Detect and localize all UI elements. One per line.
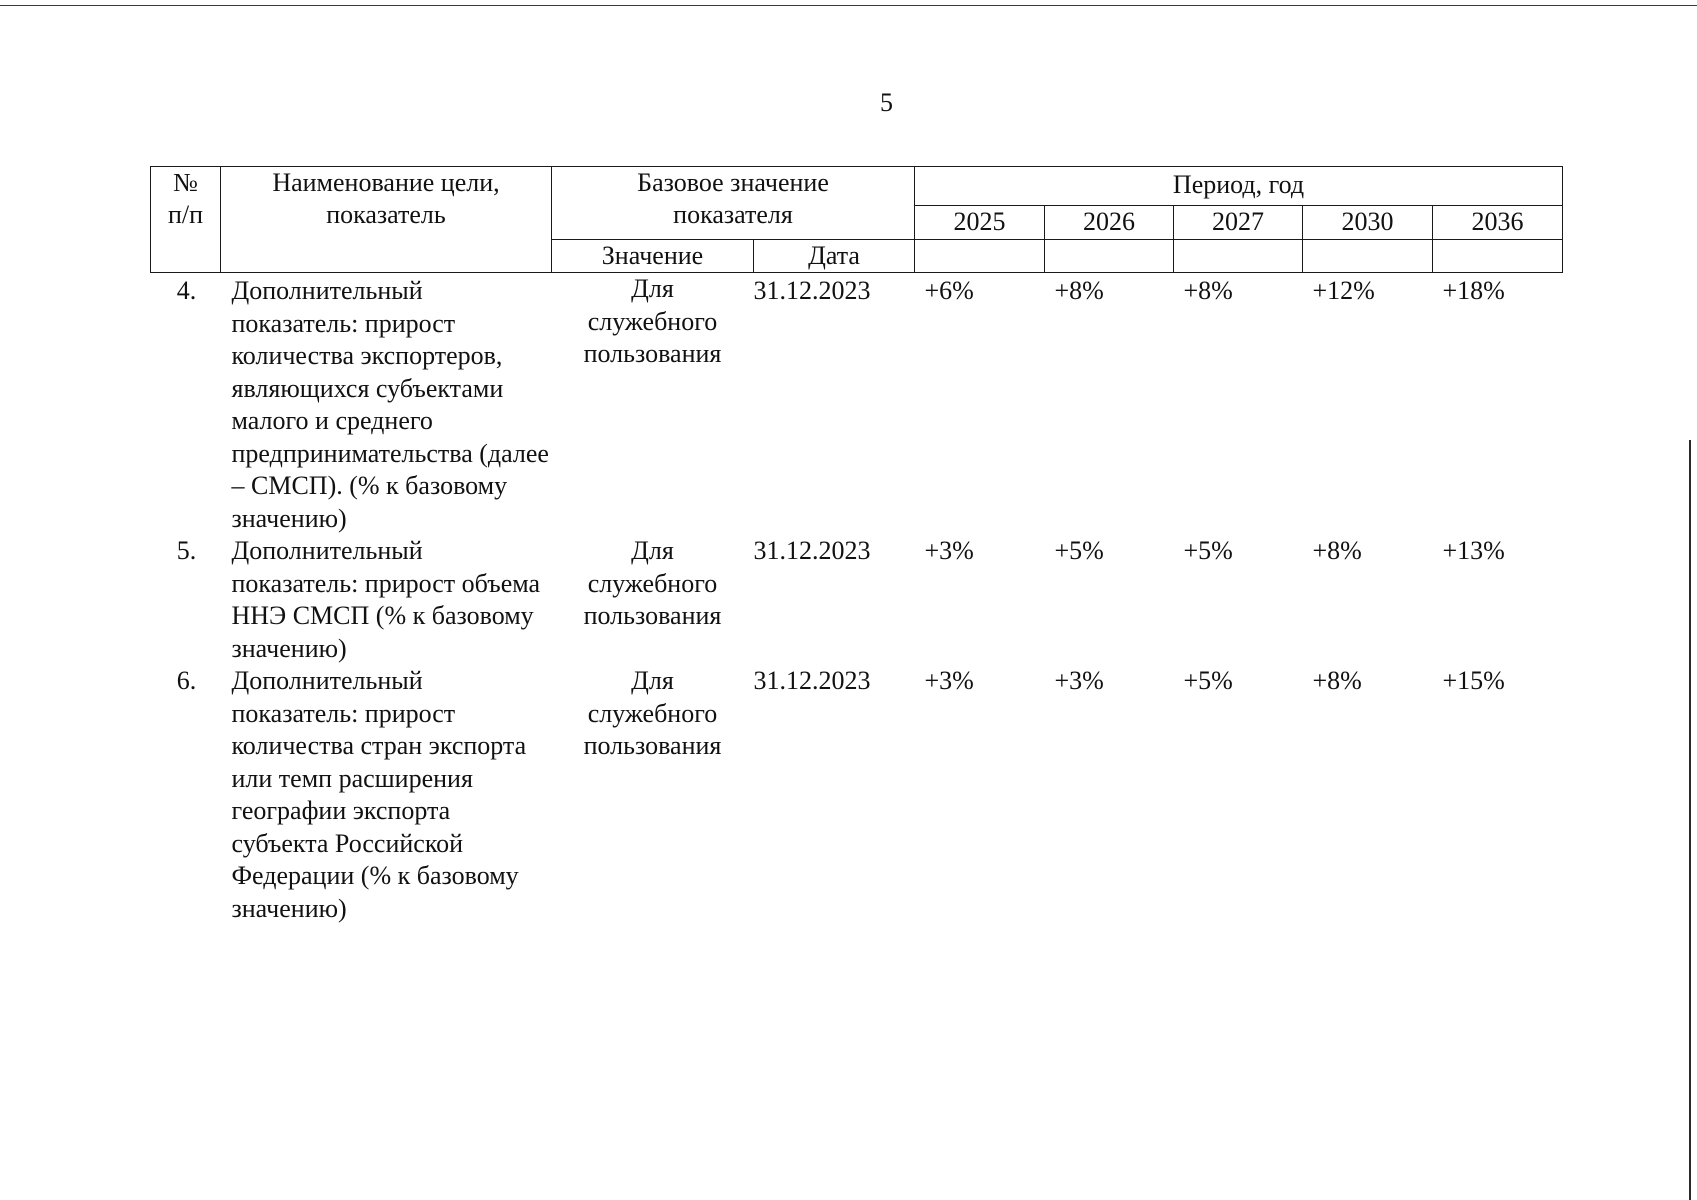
row-period-2030: +8% xyxy=(1312,666,1362,695)
header-year-2027: 2027 xyxy=(1174,206,1303,240)
header-year-2026: 2026 xyxy=(1045,206,1174,240)
row-period-2027: +8% xyxy=(1183,276,1233,305)
page-number: 5 xyxy=(880,88,893,117)
row-period-2026: +5% xyxy=(1054,536,1104,565)
row-date: 31.12.2023 xyxy=(753,666,871,695)
row-value: Для служебного пользования xyxy=(583,536,722,630)
row-period-2026: +8% xyxy=(1054,276,1104,305)
row-date: 31.12.2023 xyxy=(753,276,871,305)
scan-top-rule xyxy=(0,5,1697,6)
table-row xyxy=(151,665,1563,925)
header-year-2025: 2025 xyxy=(915,206,1045,240)
header-year-2036: 2036 xyxy=(1433,206,1563,240)
header-base-value: Значение xyxy=(552,239,754,273)
row-name: Дополнительный показатель: прирост объема ННЭ СМСП (% к базовому значению) xyxy=(231,536,541,663)
header-num: № п/п xyxy=(151,167,221,273)
header-year-2030-cont xyxy=(1303,239,1433,273)
header-base-date: Дата xyxy=(754,239,915,273)
row-period-2026: +3% xyxy=(1054,666,1104,695)
row-num: 6. xyxy=(176,666,197,695)
row-period-2030: +8% xyxy=(1312,536,1362,565)
row-period-2027: +5% xyxy=(1183,536,1233,565)
row-value: Для служебного пользования xyxy=(583,274,722,368)
header-year-2027-cont xyxy=(1174,239,1303,273)
indicators-table xyxy=(150,166,1563,925)
header-period: Период, год xyxy=(915,167,1563,206)
table-row xyxy=(151,273,1563,536)
header-year-2025-cont xyxy=(915,239,1045,273)
header-year-2026-cont xyxy=(1045,239,1174,273)
row-num: 4. xyxy=(176,276,197,305)
header-year-2036-cont xyxy=(1433,239,1563,273)
row-name: Дополнительный показатель: прирост количества стран экспорта или темп расширения географии экспорта субъекта Российской Федерации (% к базовому значению) xyxy=(231,666,527,923)
row-date: 31.12.2023 xyxy=(753,536,871,565)
table-row xyxy=(151,535,1563,665)
row-period-2030: +12% xyxy=(1312,276,1375,305)
header-name: Наименование цели, показатель xyxy=(221,167,552,273)
row-name: Дополнительный показатель: прирост количества экспортеров, являющихся субъектами малого и среднего предпринимательства (далее – СМСП). (% к базовому значению) xyxy=(231,276,549,533)
row-period-2036: +15% xyxy=(1442,666,1505,695)
row-period-2027: +5% xyxy=(1183,666,1233,695)
row-period-2025: +6% xyxy=(924,276,974,305)
row-period-2036: +18% xyxy=(1442,276,1505,305)
row-period-2025: +3% xyxy=(924,666,974,695)
scan-right-edge xyxy=(1689,440,1691,1200)
row-num: 5. xyxy=(176,536,197,565)
row-value: Для служебного пользования xyxy=(583,666,722,760)
header-year-2030: 2030 xyxy=(1303,206,1433,240)
header-base: Базовое значение показателя xyxy=(552,167,915,240)
row-period-2025: +3% xyxy=(924,536,974,565)
row-period-2036: +13% xyxy=(1442,536,1505,565)
